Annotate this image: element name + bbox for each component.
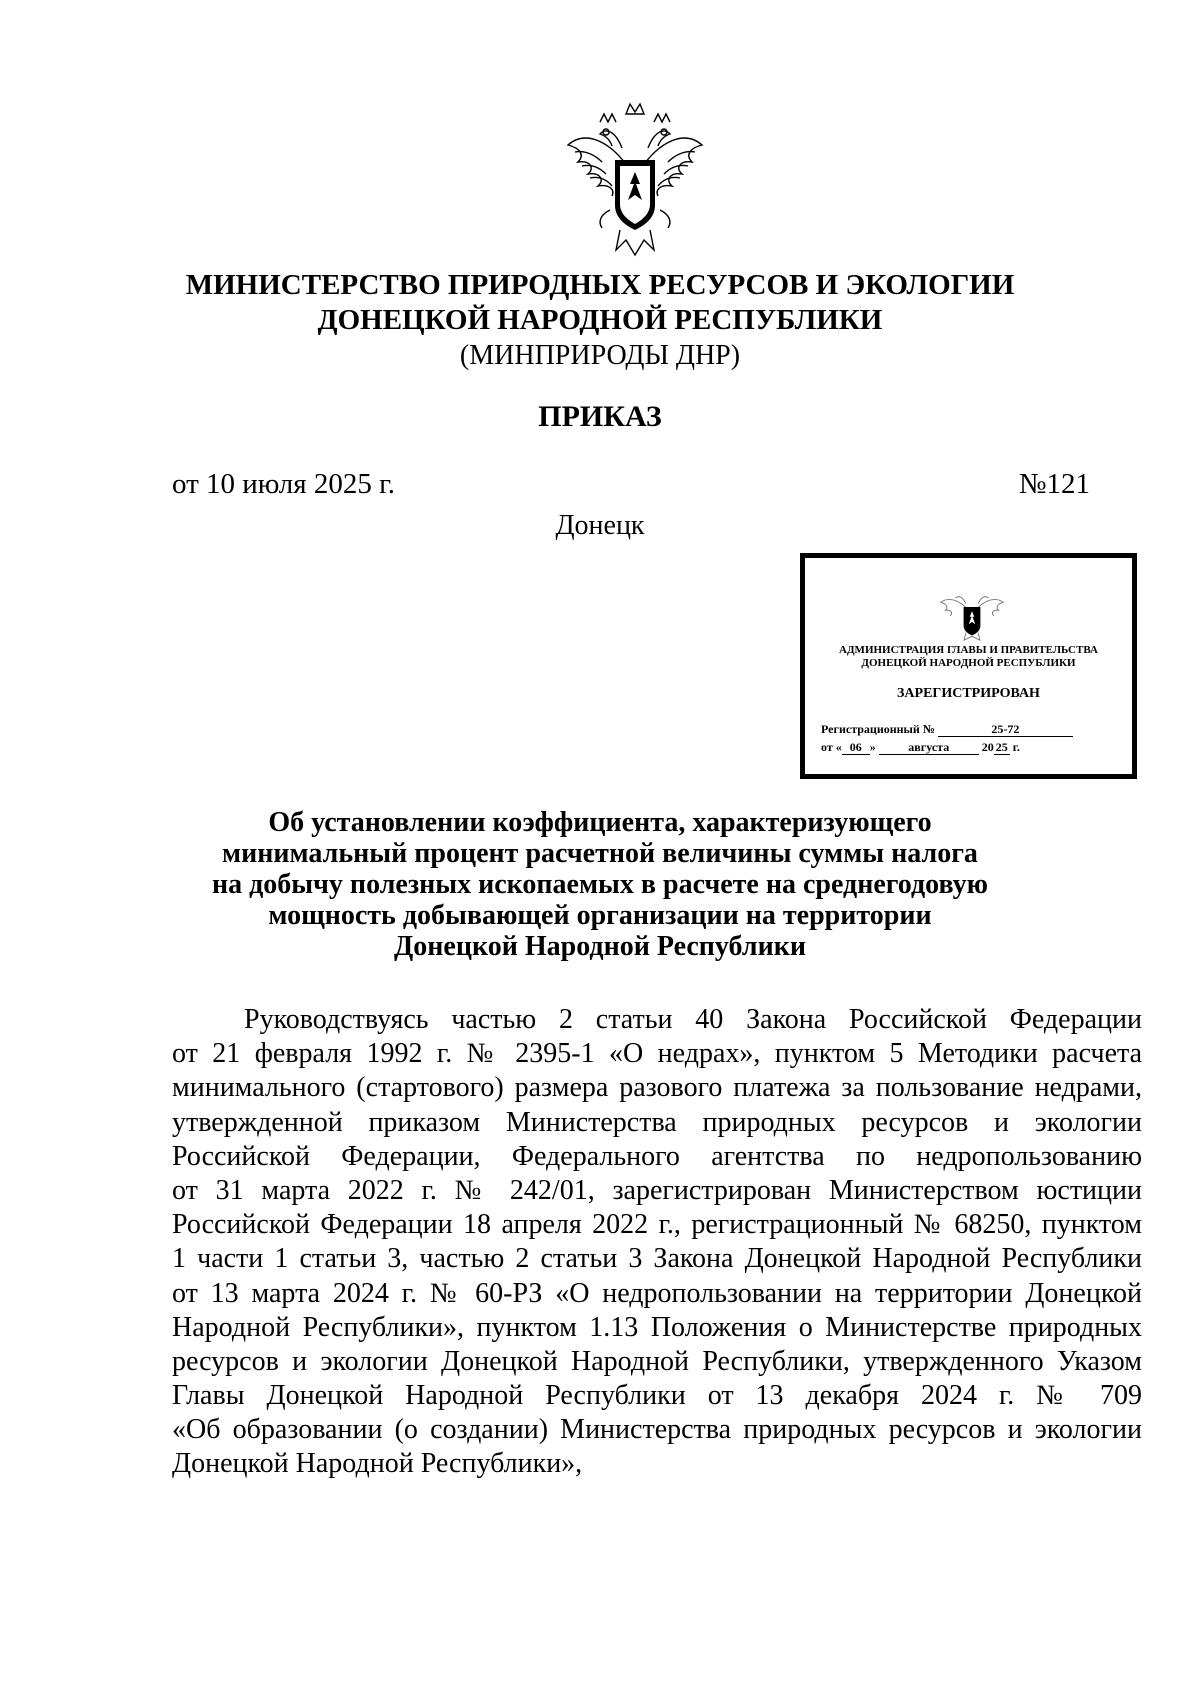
title-line: Об установлении коэффициента, характеризующего	[268, 807, 932, 838]
body-line: от 31 марта 2022 г. № 242/01, зарегистрирован Министерством юстиции	[172, 1174, 1142, 1206]
stamp-admin-line-1: АДМИНИСТРАЦИЯ ГЛАВЫ И ПРАВИТЕЛЬСТВА	[839, 644, 1098, 656]
stamp-date-year-prefix: 20	[981, 740, 994, 754]
coat-of-arms-emblem-icon	[560, 100, 710, 260]
stamp-reg-number: 25-72	[938, 723, 1073, 737]
body-line: «Об образовании (о создании) Министерства природных ресурсов и экологии	[172, 1414, 1142, 1446]
body-line: Российской Федерации, Федерального агентства по недропользованию	[172, 1140, 1142, 1172]
stamp-date-month: августа	[879, 741, 979, 755]
stamp-date-year-suffix: 25	[995, 740, 1008, 754]
stamp-date-row	[821, 740, 1020, 755]
stamp-admin-line-2: ДОНЕЦКОЙ НАРОДНОЙ РЕСПУБЛИКИ	[861, 657, 1076, 669]
body-line: минимального (стартового) размера разового платежа за пользование недрами,	[172, 1072, 1142, 1104]
document-number: №121	[1018, 468, 1090, 500]
body-line: 1 части 1 статьи 3, частью 2 статьи 3 Закона Донецкой Народной Республики	[172, 1243, 1142, 1275]
title-line: на добычу полезных ископаемых в расчете на среднегодовую	[211, 869, 989, 900]
stamp-reg-number-label: Регистрационный №	[821, 722, 935, 736]
body-line: Руководствуясь частью 2 статьи 40 Закона Российской Федерации	[244, 1004, 1142, 1035]
title-line: Донецкой Народной Республики	[394, 931, 806, 962]
body-line: ресурсов и экологии Донецкой Народной Республики, утвержденного Указом	[172, 1345, 1142, 1377]
stamp-admin-name	[805, 644, 1132, 670]
body-line: Народной Республики», пунктом 1.13 Положения о Министерстве природных	[172, 1311, 1142, 1343]
body-line: Донецкой Народной Республики»,	[172, 1448, 583, 1480]
body-line: Российской Федерации 18 апреля 2022 г., регистрационный № 68250, пунктом	[172, 1209, 1142, 1241]
document-date: от 10 июля 2025 г.	[172, 468, 395, 500]
stamp-date-mid: »	[869, 740, 876, 754]
ministry-name-line-2: ДОНЕЦКОЙ НАРОДНОЙ РЕСПУБЛИКИ	[317, 304, 883, 336]
stamp-date-prefix: от «	[821, 740, 842, 754]
stamp-date-suffix: г.	[1012, 740, 1020, 754]
document-type: ПРИКАЗ	[538, 400, 662, 433]
order-body-paragraph	[172, 1003, 1142, 1482]
ministry-header	[0, 268, 1200, 373]
order-title	[0, 807, 1200, 962]
ministry-short-name: (МИНПРИРОДЫ ДНР)	[459, 340, 741, 371]
stamp-status: ЗАРЕГИСТРИРОВАН	[897, 686, 1040, 701]
title-line: минимальный процент расчетной величины суммы налога	[222, 838, 978, 869]
stamp-reg-number-row	[821, 722, 1073, 737]
registration-stamp	[800, 553, 1137, 779]
stamp-date-day: 06	[842, 741, 870, 755]
coat-of-arms-emblem-icon	[937, 586, 1007, 642]
ministry-name-line-1: МИНИСТЕРСТВО ПРИРОДНЫХ РЕСУРСОВ И ЭКОЛОГИИ	[185, 269, 1015, 301]
title-line: мощность добывающей организации на территории	[268, 900, 932, 931]
body-line: Главы Донецкой Народной Республики от 13 декабря 2024 г. № 709	[172, 1380, 1142, 1412]
body-line: от 21 февраля 1992 г. № 2395-1 «О недрах», пунктом 5 Методики расчета	[172, 1038, 1142, 1070]
body-line: от 13 марта 2024 г. № 60-РЗ «О недропользовании на территории Донецкой	[172, 1277, 1142, 1309]
document-city: Донецк	[555, 510, 645, 541]
body-line: утвержденной приказом Министерства природных ресурсов и экологии	[172, 1106, 1142, 1138]
